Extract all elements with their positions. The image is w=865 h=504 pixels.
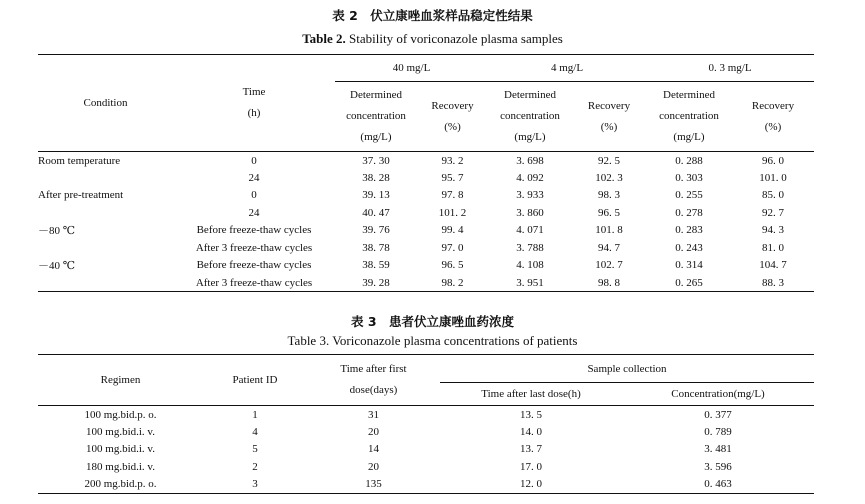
table-row xyxy=(38,406,814,424)
recovery-cell: 96. 5 xyxy=(441,259,464,272)
time-first-dose-header: Time after first dose(days) xyxy=(307,355,440,406)
table-row xyxy=(38,458,814,476)
concentration-cell: 0. 377 xyxy=(704,408,732,421)
concentration-cell: 39. 76 xyxy=(362,224,390,237)
recovery-cell: 104. 7 xyxy=(759,259,787,272)
concentration-cell: 0. 283 xyxy=(675,224,703,237)
determined-header: Determined concentration (mg/L) xyxy=(346,89,406,143)
time-cell: 24 xyxy=(248,206,260,219)
condition-cell: －80 ℃ xyxy=(38,225,76,238)
condition-cell: After pre-treatment xyxy=(38,189,124,202)
table3-title: Voriconazole plasma concentrations of patients xyxy=(332,333,578,348)
recovery-cell: 101. 0 xyxy=(759,171,787,184)
recovery-cell: 102. 7 xyxy=(595,259,623,272)
recovery-cell: 95. 7 xyxy=(441,171,464,184)
concentration-cell: 38. 28 xyxy=(362,171,390,184)
table2 xyxy=(38,54,814,292)
concentration-cell: 39. 28 xyxy=(362,276,390,289)
concentration-header: Concentration(mg/L) xyxy=(671,388,765,400)
group-03-header: 0. 3 mg/L xyxy=(646,55,814,82)
regimen-cell: 180 mg.bid.i. v. xyxy=(86,460,155,473)
table-row xyxy=(38,257,814,275)
recovery-cell: 97. 8 xyxy=(441,189,464,202)
table3 xyxy=(38,354,814,494)
recovery-cell: 96. 5 xyxy=(598,206,620,219)
time-header xyxy=(173,55,335,152)
recovery-cell: 92. 7 xyxy=(762,206,784,219)
table2-caption-cn: 表 2 伏立康唑血浆样品稳定性结果 xyxy=(332,8,533,23)
table-row xyxy=(38,204,814,222)
recovery-cell: 94. 3 xyxy=(762,224,784,237)
table-row xyxy=(38,169,814,187)
sample-collection-header: Sample collection xyxy=(440,355,814,383)
recovery-cell: 81. 0 xyxy=(762,241,784,254)
time-cell: 0 xyxy=(251,154,257,167)
concentration-cell: 0. 278 xyxy=(675,206,703,219)
concentration-cell: 3. 481 xyxy=(704,443,732,456)
table2-title: Stability of voriconazole plasma samples xyxy=(349,31,563,46)
table3-caption-cn: 表 3 患者伏立康唑血药浓度 xyxy=(350,314,515,329)
concentration-cell: 3. 933 xyxy=(516,189,544,202)
condition-cell: Room temperature xyxy=(38,154,121,167)
concentration-cell: 37. 30 xyxy=(362,154,390,167)
days-cell: 135 xyxy=(365,478,382,490)
table-row xyxy=(38,441,814,459)
recovery-cell: 96. 0 xyxy=(762,154,784,167)
days-cell: 20 xyxy=(368,460,379,473)
concentration-cell: 3. 596 xyxy=(704,460,732,473)
time-header-label: Time xyxy=(242,86,266,98)
table2-caption-en xyxy=(0,31,865,47)
concentration-cell: 0. 303 xyxy=(675,171,703,184)
patient-id-cell: 4 xyxy=(252,425,258,438)
concentration-cell: 3. 951 xyxy=(516,276,544,289)
regimen-cell: 100 mg.bid.i. v. xyxy=(86,425,155,438)
time-cell: 24 xyxy=(248,171,260,184)
recovery-cell: 102. 3 xyxy=(595,171,623,184)
table-row xyxy=(38,274,814,292)
regimen-cell: 100 mg.bid.p. o. xyxy=(84,408,157,421)
concentration-cell: 0. 314 xyxy=(675,259,703,272)
concentration-cell: 40. 47 xyxy=(362,206,390,219)
recovery-cell: 98. 3 xyxy=(598,189,620,202)
recovery-header: Recovery (%) xyxy=(431,99,474,133)
condition-cell xyxy=(38,169,173,187)
recovery-cell: 93. 2 xyxy=(441,154,464,167)
concentration-cell: 0. 288 xyxy=(675,154,703,167)
condition-cell xyxy=(38,239,173,257)
hours-cell: 13. 5 xyxy=(520,408,542,421)
concentration-cell: 0. 789 xyxy=(704,425,732,438)
table-row xyxy=(38,423,814,441)
time-header-unit: (h) xyxy=(247,107,261,119)
condition-cell xyxy=(38,204,173,222)
hours-cell: 17. 0 xyxy=(520,460,542,473)
recovery-cell: 98. 2 xyxy=(441,276,464,289)
concentration-cell: 0. 265 xyxy=(675,276,703,289)
concentration-cell: 3. 788 xyxy=(516,241,544,254)
regimen-cell: 200 mg.bid.p. o. xyxy=(84,478,157,490)
concentration-cell: 4. 108 xyxy=(516,259,544,272)
regimen-header: Regimen xyxy=(38,355,203,406)
time-cell: Before freeze-thaw cycles xyxy=(196,224,312,237)
table-row xyxy=(38,152,814,170)
recovery-cell: 94. 7 xyxy=(598,241,620,254)
patient-id-header: Patient ID xyxy=(203,355,307,406)
recovery-header: Recovery (%) xyxy=(587,99,631,133)
determined-header: Determined concentration (mg/L) xyxy=(500,89,560,143)
table2-label: Table 2. xyxy=(302,31,346,46)
hours-cell: 12. 0 xyxy=(520,478,542,490)
condition-cell: －40 ℃ xyxy=(38,260,76,273)
concentration-cell: 4. 092 xyxy=(516,171,544,184)
table3-caption-en xyxy=(0,333,865,349)
time-cell: 0 xyxy=(251,189,257,202)
concentration-cell: 38. 78 xyxy=(362,241,390,254)
concentration-cell: 3. 860 xyxy=(516,206,544,219)
recovery-cell: 101. 2 xyxy=(438,206,467,219)
patient-id-cell: 3 xyxy=(252,478,258,490)
recovery-cell: 98. 8 xyxy=(598,276,620,289)
days-cell: 31 xyxy=(368,408,379,421)
patient-id-cell: 1 xyxy=(252,408,258,421)
hours-cell: 14. 0 xyxy=(520,425,542,438)
table-row xyxy=(38,239,814,257)
table-row xyxy=(38,476,814,494)
group-4-header: 4 mg/L xyxy=(488,55,646,82)
time-cell: Before freeze-thaw cycles xyxy=(196,259,312,272)
condition-cell xyxy=(38,274,173,292)
recovery-cell: 88. 3 xyxy=(762,276,784,289)
table-row xyxy=(38,222,814,240)
patient-id-cell: 2 xyxy=(252,460,258,473)
concentration-cell: 0. 255 xyxy=(675,189,703,202)
concentration-cell: 4. 071 xyxy=(516,224,544,237)
time-last-dose-header: Time after last dose(h) xyxy=(481,388,581,400)
recovery-cell: 97. 0 xyxy=(441,241,464,254)
recovery-cell: 99. 4 xyxy=(441,224,464,237)
regimen-cell: 100 mg.bid.i. v. xyxy=(86,443,155,456)
determined-header: Determined concentration (mg/L) xyxy=(659,89,719,143)
table3-label: Table 3. xyxy=(287,333,330,348)
concentration-cell: 39. 13 xyxy=(362,189,390,202)
recovery-cell: 85. 0 xyxy=(762,189,784,202)
concentration-cell: 38. 59 xyxy=(362,259,390,272)
hours-cell: 13. 7 xyxy=(520,443,542,456)
group-40-header: 40 mg/L xyxy=(335,55,488,82)
table-row xyxy=(38,187,814,205)
time-cell: After 3 freeze-thaw cycles xyxy=(195,241,313,254)
concentration-cell: 0. 243 xyxy=(675,241,703,254)
concentration-cell: 3. 698 xyxy=(516,154,544,167)
days-cell: 14 xyxy=(368,443,379,456)
condition-header: Condition xyxy=(38,55,173,152)
recovery-cell: 101. 8 xyxy=(595,224,623,237)
time-cell: After 3 freeze-thaw cycles xyxy=(195,276,313,289)
days-cell: 20 xyxy=(368,425,379,438)
concentration-cell: 0. 463 xyxy=(704,478,732,490)
patient-id-cell: 5 xyxy=(252,443,258,456)
recovery-cell: 92. 5 xyxy=(598,154,620,167)
recovery-header: Recovery (%) xyxy=(751,99,795,133)
